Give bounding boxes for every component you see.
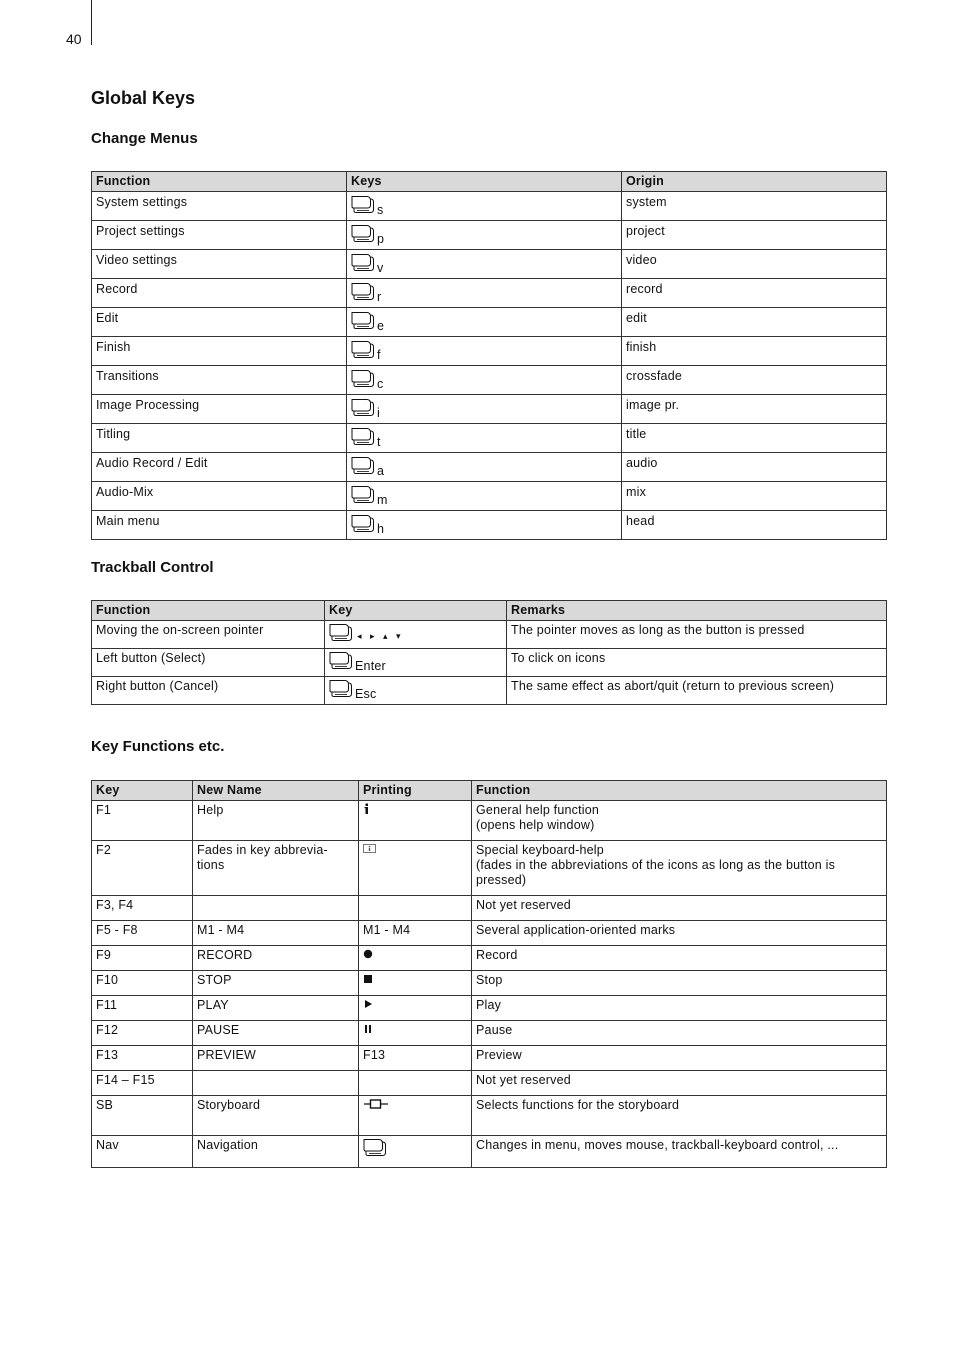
- trackball-table: [91, 600, 887, 705]
- function-cell: Record: [92, 279, 347, 308]
- function-text: Changes in menu, moves mouse, trackball-keyboard control, ...: [476, 1138, 839, 1152]
- table-row: [92, 279, 887, 308]
- function-cell: [472, 1096, 887, 1136]
- col-header-origin: Origin: [622, 172, 887, 192]
- key-letter: f: [377, 348, 381, 362]
- key-letter: a: [377, 464, 385, 478]
- table-row: [92, 1046, 887, 1071]
- play-icon: [363, 998, 373, 1013]
- table-row: [92, 921, 887, 946]
- new-name-cell: RECORD: [193, 946, 359, 971]
- printing-cell: [359, 971, 472, 996]
- printing-cell: [359, 896, 472, 921]
- function-cell: Finish: [92, 337, 347, 366]
- function-cell: Video settings: [92, 250, 347, 279]
- key-letter: c: [377, 377, 384, 391]
- key-cell: F11: [92, 996, 193, 1021]
- printing-text: M1 - M4: [363, 923, 411, 937]
- col-header-key: Key: [92, 781, 193, 801]
- new-name-cell: Fades in key abbrevia-tions: [193, 841, 359, 896]
- keys-cell: [347, 221, 622, 250]
- printing-cell: [359, 801, 472, 841]
- function-cell: [472, 841, 887, 896]
- function-cell: Edit: [92, 308, 347, 337]
- col-header-function: Function: [92, 601, 325, 621]
- origin-cell: finish: [622, 337, 887, 366]
- nav-key-icon: [351, 427, 375, 447]
- col-header-function: Function: [92, 172, 347, 192]
- nav-key-icon: [351, 456, 375, 476]
- origin-cell: edit: [622, 308, 887, 337]
- function-cell: Main menu: [92, 511, 347, 540]
- nav-key-icon: [329, 679, 353, 699]
- printing-text: F13: [363, 1048, 386, 1062]
- remarks-cell: To click on icons: [507, 649, 887, 677]
- table-row: [92, 424, 887, 453]
- function-text: Selects functions for the storyboard: [476, 1098, 680, 1112]
- function-cell: Image Processing: [92, 395, 347, 424]
- function-cell: Left button (Select): [92, 649, 325, 677]
- change-menus-heading: Change Menus: [91, 130, 198, 147]
- arrow-keys-icon: ◂ ▸ ▴ ▾: [357, 631, 404, 641]
- origin-cell: system: [622, 192, 887, 221]
- key-functions-table: [91, 780, 887, 1168]
- record-icon: [363, 948, 373, 963]
- table-row: [92, 841, 887, 896]
- key-cell: F14 – F15: [92, 1071, 193, 1096]
- col-header-new-name: New Name: [193, 781, 359, 801]
- function-cell: Right button (Cancel): [92, 677, 325, 705]
- printing-cell: [359, 1096, 472, 1136]
- key-cell: F1: [92, 801, 193, 841]
- nav-key-icon: [329, 651, 353, 671]
- key-cell: F5 - F8: [92, 921, 193, 946]
- page-number: 40: [66, 31, 82, 47]
- pause-icon: [363, 1023, 373, 1038]
- table-row: [92, 1071, 887, 1096]
- remarks-cell: The same effect as abort/quit (return to previous screen): [507, 677, 887, 705]
- nav-key-icon: [363, 1138, 387, 1162]
- nav-key-icon: [351, 398, 375, 418]
- printing-cell: [359, 1046, 472, 1071]
- trackball-heading: Trackball Control: [91, 559, 214, 576]
- table-row: [92, 250, 887, 279]
- col-header-keys: Keys: [347, 172, 622, 192]
- function-text: Play: [476, 998, 502, 1012]
- new-name-cell: PREVIEW: [193, 1046, 359, 1071]
- storyboard-icon: [363, 1098, 389, 1113]
- col-header-printing: Printing: [359, 781, 472, 801]
- function-cell: Audio-Mix: [92, 482, 347, 511]
- function-cell: [472, 801, 887, 841]
- new-name-cell: M1 - M4: [193, 921, 359, 946]
- keys-cell: [347, 482, 622, 511]
- stop-icon: [363, 973, 373, 988]
- function-cell: [472, 1021, 887, 1046]
- key-cell: F2: [92, 841, 193, 896]
- keys-cell: [347, 279, 622, 308]
- function-cell: [472, 996, 887, 1021]
- table-row: [92, 1136, 887, 1168]
- key-cell: [325, 677, 507, 705]
- nav-key-icon: [351, 224, 375, 244]
- table-row: [92, 996, 887, 1021]
- function-cell: [472, 1046, 887, 1071]
- keys-cell: [347, 250, 622, 279]
- nav-key-icon: [351, 282, 375, 302]
- origin-cell: mix: [622, 482, 887, 511]
- function-cell: [472, 946, 887, 971]
- origin-cell: record: [622, 279, 887, 308]
- function-text: Several application-oriented marks: [476, 923, 676, 937]
- key-cell: F13: [92, 1046, 193, 1071]
- key-letter: t: [377, 435, 381, 449]
- origin-cell: crossfade: [622, 366, 887, 395]
- new-name-cell: PAUSE: [193, 1021, 359, 1046]
- table-row: [92, 1096, 887, 1136]
- keys-cell: [347, 192, 622, 221]
- new-name-cell: PLAY: [193, 996, 359, 1021]
- key-cell: SB: [92, 1096, 193, 1136]
- origin-cell: audio: [622, 453, 887, 482]
- origin-cell: project: [622, 221, 887, 250]
- nav-key-icon: [351, 311, 375, 331]
- function-cell: Project settings: [92, 221, 347, 250]
- key-label: Enter: [355, 659, 386, 673]
- printing-cell: [359, 921, 472, 946]
- function-cell: Moving the on-screen pointer: [92, 621, 325, 649]
- origin-cell: image pr.: [622, 395, 887, 424]
- function-cell: Transitions: [92, 366, 347, 395]
- key-cell: Nav: [92, 1136, 193, 1168]
- nav-key-icon: [351, 340, 375, 360]
- function-text: Special keyboard-help: [476, 843, 604, 857]
- keys-cell: [347, 453, 622, 482]
- page-title: Global Keys: [91, 88, 196, 108]
- keyboard-help-icon: [363, 843, 377, 858]
- table-row: [92, 896, 887, 921]
- keys-cell: [347, 424, 622, 453]
- function-cell: [472, 896, 887, 921]
- col-header-remarks: Remarks: [507, 601, 887, 621]
- table-row: [92, 649, 887, 677]
- function-text: Stop: [476, 973, 503, 987]
- table-row: [92, 946, 887, 971]
- function-cell: [472, 971, 887, 996]
- printing-cell: [359, 996, 472, 1021]
- key-letter: s: [377, 203, 384, 217]
- key-cell: F12: [92, 1021, 193, 1046]
- nav-key-icon: [329, 623, 353, 643]
- new-name-cell: Storyboard: [193, 1096, 359, 1136]
- new-name-cell: Help: [193, 801, 359, 841]
- table-row: [92, 621, 887, 649]
- table-row: [92, 192, 887, 221]
- function-cell: [472, 1071, 887, 1096]
- key-cell: [325, 621, 507, 649]
- keys-cell: [347, 511, 622, 540]
- table-row: [92, 801, 887, 841]
- page-rule: [91, 0, 92, 45]
- col-header-function: Function: [472, 781, 887, 801]
- key-letter: h: [377, 522, 385, 536]
- nav-key-icon: [351, 253, 375, 273]
- new-name-cell: [193, 1071, 359, 1096]
- function-detail: (fades in the abbreviations of the icons as long as the button is pressed): [476, 858, 836, 887]
- function-detail: (opens help window): [476, 818, 595, 832]
- table-row: [92, 221, 887, 250]
- new-name-cell: STOP: [193, 971, 359, 996]
- nav-key-icon: [351, 485, 375, 505]
- keys-cell: [347, 395, 622, 424]
- change-menus-table: [91, 171, 887, 540]
- table-row: [92, 677, 887, 705]
- table-row: [92, 1021, 887, 1046]
- table-row: [92, 511, 887, 540]
- function-text: Not yet reserved: [476, 898, 571, 912]
- new-name-cell: Navigation: [193, 1136, 359, 1168]
- key-label: Esc: [355, 687, 377, 701]
- function-text: Pause: [476, 1023, 513, 1037]
- col-header-key: Key: [325, 601, 507, 621]
- key-letter: v: [377, 261, 384, 275]
- nav-key-icon: [351, 514, 375, 534]
- key-letter: e: [377, 319, 385, 333]
- table-row: [92, 971, 887, 996]
- info-icon: [363, 803, 371, 819]
- function-text: Preview: [476, 1048, 522, 1062]
- key-letter: m: [377, 493, 388, 507]
- nav-key-icon: [351, 195, 375, 215]
- function-cell: [472, 1136, 887, 1168]
- table-row: [92, 366, 887, 395]
- printing-cell: [359, 1071, 472, 1096]
- new-name-cell: [193, 896, 359, 921]
- key-cell: F3, F4: [92, 896, 193, 921]
- key-letter: r: [377, 290, 382, 304]
- key-letter: i: [377, 406, 380, 420]
- keys-cell: [347, 308, 622, 337]
- key-cell: F9: [92, 946, 193, 971]
- function-text: Not yet reserved: [476, 1073, 571, 1087]
- function-text: Record: [476, 948, 518, 962]
- origin-cell: head: [622, 511, 887, 540]
- function-cell: [472, 921, 887, 946]
- origin-cell: video: [622, 250, 887, 279]
- key-cell: F10: [92, 971, 193, 996]
- printing-cell: [359, 1021, 472, 1046]
- table-row: [92, 482, 887, 511]
- printing-cell: [359, 1136, 472, 1168]
- keys-cell: [347, 337, 622, 366]
- key-letter: p: [377, 232, 385, 246]
- function-cell: System settings: [92, 192, 347, 221]
- table-row: [92, 395, 887, 424]
- remarks-cell: The pointer moves as long as the button is pressed: [507, 621, 887, 649]
- function-cell: Audio Record / Edit: [92, 453, 347, 482]
- function-text: General help function: [476, 803, 600, 817]
- key-cell: [325, 649, 507, 677]
- nav-key-icon: [351, 369, 375, 389]
- table-row: [92, 453, 887, 482]
- origin-cell: title: [622, 424, 887, 453]
- printing-cell: [359, 946, 472, 971]
- table-row: [92, 337, 887, 366]
- printing-cell: [359, 841, 472, 896]
- keys-cell: [347, 366, 622, 395]
- table-row: [92, 308, 887, 337]
- key-functions-heading: Key Functions etc.: [91, 738, 225, 755]
- function-cell: Titling: [92, 424, 347, 453]
